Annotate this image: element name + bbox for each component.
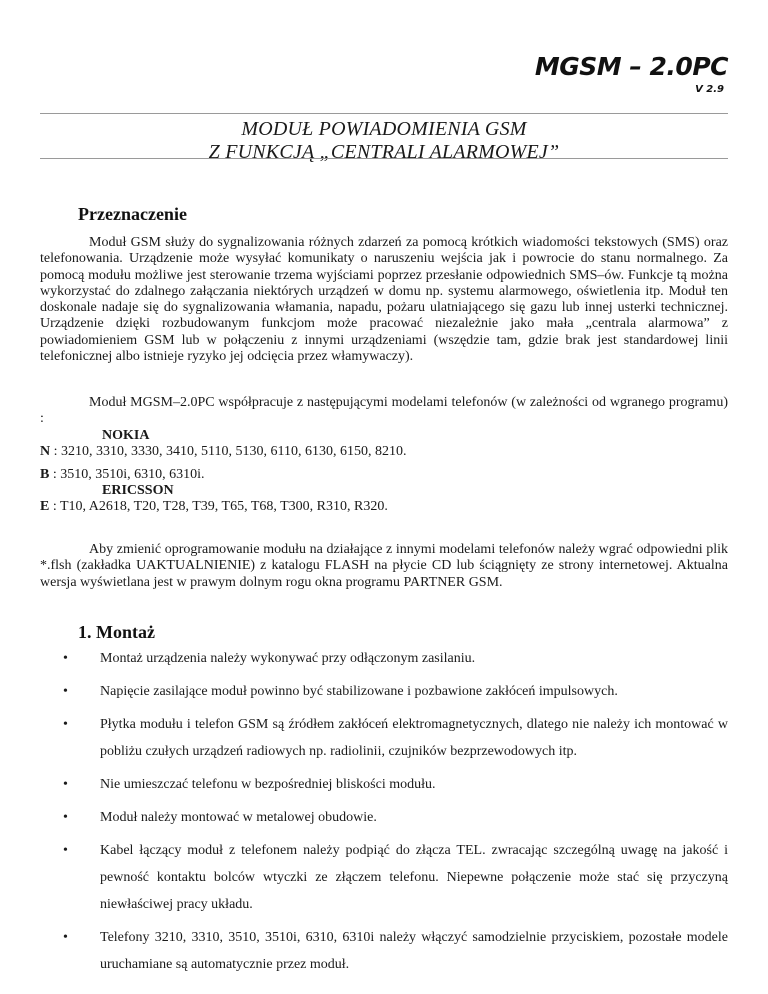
phone-list bbox=[40, 428, 728, 515]
mounting-list bbox=[40, 645, 728, 978]
document-title-line1: MODUŁ POWIADOMIENIA GSM bbox=[241, 118, 527, 140]
brand-nokia: NOKIA bbox=[102, 428, 150, 443]
list-item-text: Płytka modułu i telefon GSM są źródłem zakłóceń elektromagnetycznych, dlatego nie należy ich montować w pobliżu czułych urządzeń radiowych np. radiolinii, czujników bezprzewodowych itp. bbox=[100, 717, 728, 759]
nokia-b-series bbox=[40, 467, 728, 483]
top-divider bbox=[40, 113, 728, 114]
bullet-icon: • bbox=[63, 777, 68, 792]
series-models-n: : 3210, 3310, 3330, 3410, 5110, 5130, 6110, 6130, 6150, 8210. bbox=[50, 444, 407, 459]
list-item bbox=[40, 771, 728, 798]
bullet-icon: • bbox=[63, 843, 68, 858]
bullet-icon: • bbox=[63, 930, 68, 945]
nokia-n-series bbox=[40, 444, 728, 460]
section-heading-purpose: Przeznaczenie bbox=[78, 204, 187, 224]
list-item-text: Montaż urządzenia należy wykonywać przy odłączonym zasilaniu. bbox=[100, 651, 476, 666]
list-item bbox=[40, 711, 728, 765]
list-item bbox=[40, 837, 728, 918]
list-item bbox=[40, 924, 728, 978]
ericsson-e-series bbox=[40, 499, 728, 515]
series-models-e: : T10, A2618, T20, T28, T39, T65, T68, T300, R310, R320. bbox=[49, 499, 388, 514]
bottom-divider bbox=[40, 158, 728, 159]
paragraph-firmware: Aby zmienić oprogramowanie modułu na działające z innymi modelami telefonów należy wgrać odpowiedni plik *.flsh (zakładka UAKTUALNIENIE) z katalogu FLASH na płycie CD lub ściągnięty ze strony internetowej. Aktualna wersja wyświetlana jest w prawym dolnym rogu okna programu PARTNER GSM. bbox=[40, 542, 728, 590]
series-prefix-e: E bbox=[40, 499, 50, 514]
series-prefix-b: B bbox=[40, 467, 50, 482]
list-item-text: Moduł należy montować w metalowej obudowie. bbox=[100, 810, 377, 825]
paragraph-description: Moduł GSM służy do sygnalizowania różnych zdarzeń za pomocą krótkich wiadomości tekstowych (SMS) oraz telefonowania. Urządzenie może wysyłać komunikaty o naruszeniu wejścia jak i powrocie do stanu normalnego. Za pomocą modułu możliwe jest sterowanie trzema wyjściami poprzez przesłanie odpowiednich SMS–ów. Funkcje tą można wykorzystać do zdalnego załączania niektórych urządzeń w domu np. systemu alarmowego, oświetlenia itp. Moduł ten doskonale nadaje się do sygnalizowania włamania, napadu, pożaru ulatniającego się gazu lub innej usterki technicznej. Urządzenie dzięki rozbudowanym funkcjom może pracować niezależnie jako mała „centrala alarmowa” z powiadomieniem GSM lub w połączeniu z innymi urządzeniami (wszędzie tam, gdzie brak jest standardowej linii telefonicznej albo istnieje ryzyko jej odcięcia przez włamywaczy). bbox=[40, 235, 728, 365]
list-item bbox=[40, 645, 728, 672]
series-prefix-n: N bbox=[40, 444, 51, 459]
list-item bbox=[40, 804, 728, 831]
bullet-icon: • bbox=[63, 717, 68, 732]
list-item-text: Kabel łączący moduł z telefonem należy podpiąć do złącza TEL. zwracając szczególną uwagę na jakość i pewność kontaktu bolców wtyczki ze złączem telefonu. Niepewne połączenie może stać się przyczyną niewłaściwej pracy układu. bbox=[100, 843, 728, 912]
section-heading-mounting: 1. Montaż bbox=[78, 622, 155, 642]
bullet-icon: • bbox=[63, 810, 68, 825]
list-item bbox=[40, 678, 728, 705]
product-name: MGSM – 2.0PC bbox=[534, 52, 728, 81]
brand-ericsson: ERICSSON bbox=[102, 483, 174, 498]
paragraph-compatibility: Moduł MGSM–2.0PC współpracuje z następującymi modelami telefonów (w zależności od wgranego programu) : bbox=[40, 395, 728, 427]
list-item-text: Telefony 3210, 3310, 3510, 3510i, 6310, 6310i należy włączyć samodzielnie przyciskiem, pozostałe modele uruchamiane są automatycznie przez moduł. bbox=[100, 930, 728, 972]
list-item-text: Napięcie zasilające moduł powinno być stabilizowane i pozbawione zakłóceń impulsowych. bbox=[100, 684, 618, 699]
series-models-b: : 3510, 3510i, 6310, 6310i. bbox=[49, 467, 205, 482]
version-label: V 2.9 bbox=[695, 84, 724, 95]
bullet-icon: • bbox=[63, 651, 68, 666]
bullet-icon: • bbox=[63, 684, 68, 699]
list-item-text: Nie umieszczać telefonu w bezpośredniej bliskości modułu. bbox=[100, 777, 436, 792]
document-title-line2: Z FUNKCJĄ „CENTRALI ALARMOWEJ” bbox=[208, 141, 560, 163]
